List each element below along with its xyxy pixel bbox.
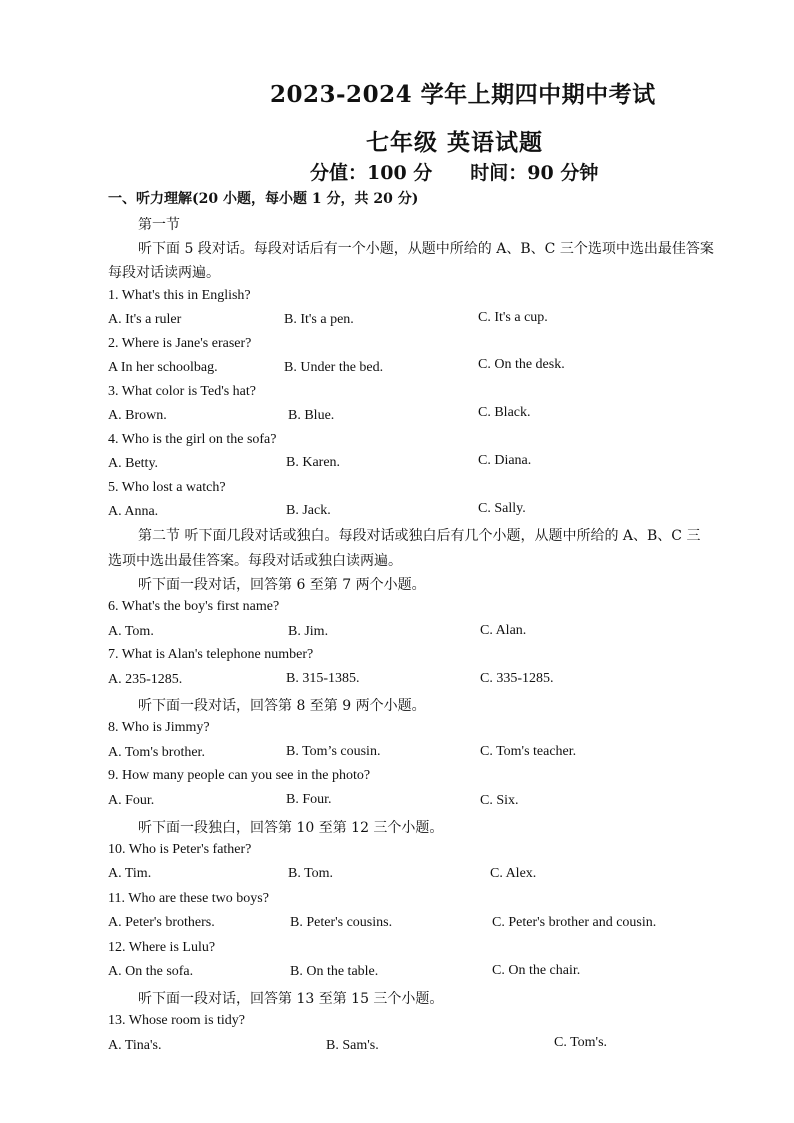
question-text: 4. Who is the girl on the sofa?: [108, 432, 277, 447]
option-c: C. Tom's.: [554, 1035, 608, 1050]
question-text: 8. Who is Jimmy?: [108, 720, 210, 735]
score-time-line: [310, 158, 598, 185]
option-a: A. Tim.: [108, 866, 152, 881]
option-c: C. Diana.: [478, 453, 532, 468]
time-label: 时间：90 分钟: [470, 162, 599, 184]
question-text: 2. Where is Jane's eraser?: [108, 336, 252, 351]
question-text: 12. Where is Lulu?: [108, 940, 216, 955]
option-a: A. On the sofa.: [108, 964, 194, 979]
question-text: 10. Who is Peter's father?: [108, 842, 252, 857]
part1-instruction: 听下面 5 段对话。每段对话后有一个小题，从题中所给的 A、B、C 三个选项中选出最佳答案: [138, 241, 714, 257]
question-text: 3. What color is Ted's hat?: [108, 384, 256, 399]
option-b: B. Four.: [286, 792, 332, 807]
option-a: A. Betty.: [108, 456, 159, 471]
option-b: B. It's a pen.: [284, 312, 354, 327]
group-instruction: 听下面一段对话，回答第 8 至第 9 两个小题。: [138, 698, 426, 714]
option-b: B. Sam's.: [326, 1038, 379, 1053]
option-c: C. On the desk.: [478, 357, 565, 372]
question-text: 7. What is Alan's telephone number?: [108, 647, 314, 662]
option-a: A. Brown.: [108, 408, 167, 423]
option-b: B. On the table.: [290, 964, 379, 979]
question-text: 5. Who lost a watch?: [108, 480, 226, 495]
section-heading: 一、听力理解(20 小题，每小题 1 分，共 20 分): [108, 191, 419, 207]
option-c: C. On the chair.: [492, 963, 581, 978]
option-c: C. 335-1285.: [480, 671, 554, 686]
part1-instruction-cont: 每段对话读两遍。: [108, 265, 220, 281]
part2-instruction: 第二节 听下面几段对话或独白。每段对话或独白后有几个小题，从题中所给的 A、B、C 三: [138, 528, 701, 544]
question-text: 13. Whose room is tidy?: [108, 1013, 246, 1028]
option-c: C. Alex.: [490, 866, 537, 881]
group-instruction: 听下面一段对话，回答第 6 至第 7 两个小题。: [138, 577, 426, 593]
group-instruction: 听下面一段独白，回答第 10 至第 12 三个小题。: [138, 820, 444, 836]
option-c: C. Alan.: [480, 623, 527, 638]
option-c: C. Six.: [480, 793, 519, 808]
option-a: A In her schoolbag.: [108, 360, 218, 375]
question-text: 6. What's the boy's first name?: [108, 599, 280, 614]
option-b: B. Karen.: [286, 455, 341, 470]
option-b: B. Jack.: [286, 503, 331, 518]
option-b: B. 315-1385.: [286, 671, 360, 686]
option-b: B. Tom’s cousin.: [286, 744, 381, 759]
part2-instruction-cont: 选项中选出最佳答案。每段对话或独白读两遍。: [108, 553, 402, 569]
option-a: A. Four.: [108, 793, 155, 808]
question-text: 11. Who are these two boys?: [108, 891, 269, 906]
option-c: C. Sally.: [478, 501, 526, 516]
option-b: B. Tom.: [288, 866, 334, 881]
option-a: A. Peter's brothers.: [108, 915, 215, 930]
option-a: A. Tina's.: [108, 1038, 162, 1053]
question-text: 1. What's this in English?: [108, 288, 251, 303]
score-label: 分值：100 分: [310, 162, 433, 184]
option-a: A. It's a ruler: [108, 312, 182, 327]
option-c: C. Tom's teacher.: [480, 744, 577, 759]
option-a: A. Tom's brother.: [108, 745, 205, 760]
option-b: B. Under the bed.: [284, 360, 384, 375]
exam-subtitle: 七年级 英语试题: [366, 129, 544, 156]
exam-title: 2023-2024 学年上期四中期中考试: [270, 81, 656, 108]
option-a: A. Anna.: [108, 504, 159, 519]
option-b: B. Peter's cousins.: [290, 915, 393, 930]
part1-title: 第一节: [138, 217, 180, 233]
option-c: C. Peter's brother and cousin.: [492, 915, 657, 930]
group-instruction: 听下面一段对话，回答第 13 至第 15 三个小题。: [138, 991, 444, 1007]
option-a: A. 235-1285.: [108, 672, 183, 687]
question-text: 9. How many people can you see in the photo?: [108, 768, 371, 783]
option-b: B. Blue.: [288, 408, 335, 423]
option-c: C. It's a cup.: [478, 310, 548, 325]
option-a: A. Tom.: [108, 624, 154, 639]
option-b: B. Jim.: [288, 624, 329, 639]
option-c: C. Black.: [478, 405, 531, 420]
